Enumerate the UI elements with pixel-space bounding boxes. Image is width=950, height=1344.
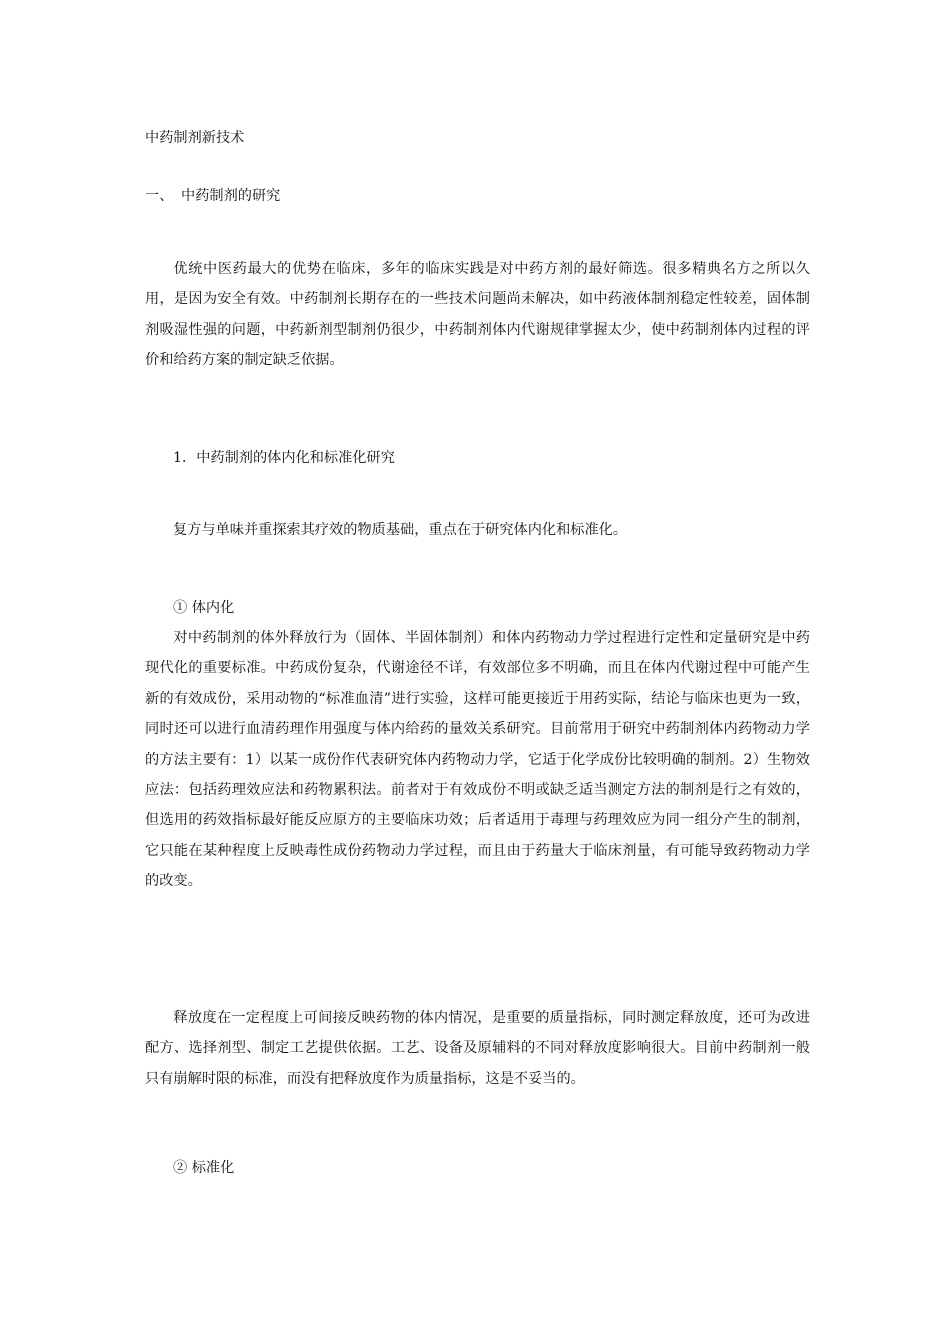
section-number: 一、 bbox=[145, 188, 174, 204]
item-heading-standardization: ② 标准化 bbox=[173, 1160, 235, 1176]
paragraph-intro: 优统中医药最大的优势在临床，多年的临床实践是对中药方剂的最好筛选。很多精典名方之所以久用，是因为安全有效。中药制剂长期存在的一些技术问题尚未解决，如中药液体制剂稳定性较差，固体制剂吸湿性强的问题，中药新剂型制剂仍很少，中药制剂体内代谢规律掌握太少，使中药制剂体内过程的评价和给药方案的制定缺乏依据。 bbox=[145, 261, 810, 369]
subsection-heading: 1．中药制剂的体内化和标准化研究 bbox=[173, 450, 395, 466]
section-title: 中药制剂的研究 bbox=[181, 188, 281, 204]
paragraph-release: 释放度在一定程度上可间接反映药物的体内情况，是重要的质量指标，同时测定释放度，还可为改进配方、选择剂型、制定工艺提供依据。工艺、设备及原辅料的不同对释放度影响很大。目前中药制剂一般只有崩解时限的标准，而没有把释放度作为质量指标，这是不妥当的。 bbox=[145, 1010, 810, 1087]
section-heading bbox=[145, 186, 810, 206]
paragraph-in-vivo: 对中药制剂的体外释放行为（固体、半固体制剂）和体内药物动力学过程进行定性和定量研究是中药现代化的重要标准。中药成份复杂，代谢途径不详，有效部位多不明确，而且在体内代谢过程中可能产生新的有效成份，采用动物的“标准血清”进行实验，这样可能更接近于用药实际，结论与临床也更为一致，同时还可以进行血清药理作用强度与体内给药的量效关系研究。目前常用于研究中药制剂体内药物动力学的方法主要有：1）以某一成份作代表研究体内药物动力学，它适于化学成份比较明确的制剂。2）生物效应法：包括药理效应法和药物累积法。前者对于有效成份不明或缺乏适当测定方法的制剂是行之有效的，但选用的药效指标最好能反应原方的主要临床功效；后者适用于毒理与药理效应为同一组分产生的制剂，它只能在某种程度上反映毒性成份药物动力学过程，而且由于药量大于临床剂量，有可能导致药物动力学的改变。 bbox=[145, 630, 810, 890]
item-heading-in-vivo: ① 体内化 bbox=[173, 600, 235, 616]
paragraph-summary: 复方与单味并重探索其疗效的物质基础，重点在于研究体内化和标准化。 bbox=[173, 522, 628, 538]
document-title: 中药制剂新技术 bbox=[145, 130, 245, 146]
